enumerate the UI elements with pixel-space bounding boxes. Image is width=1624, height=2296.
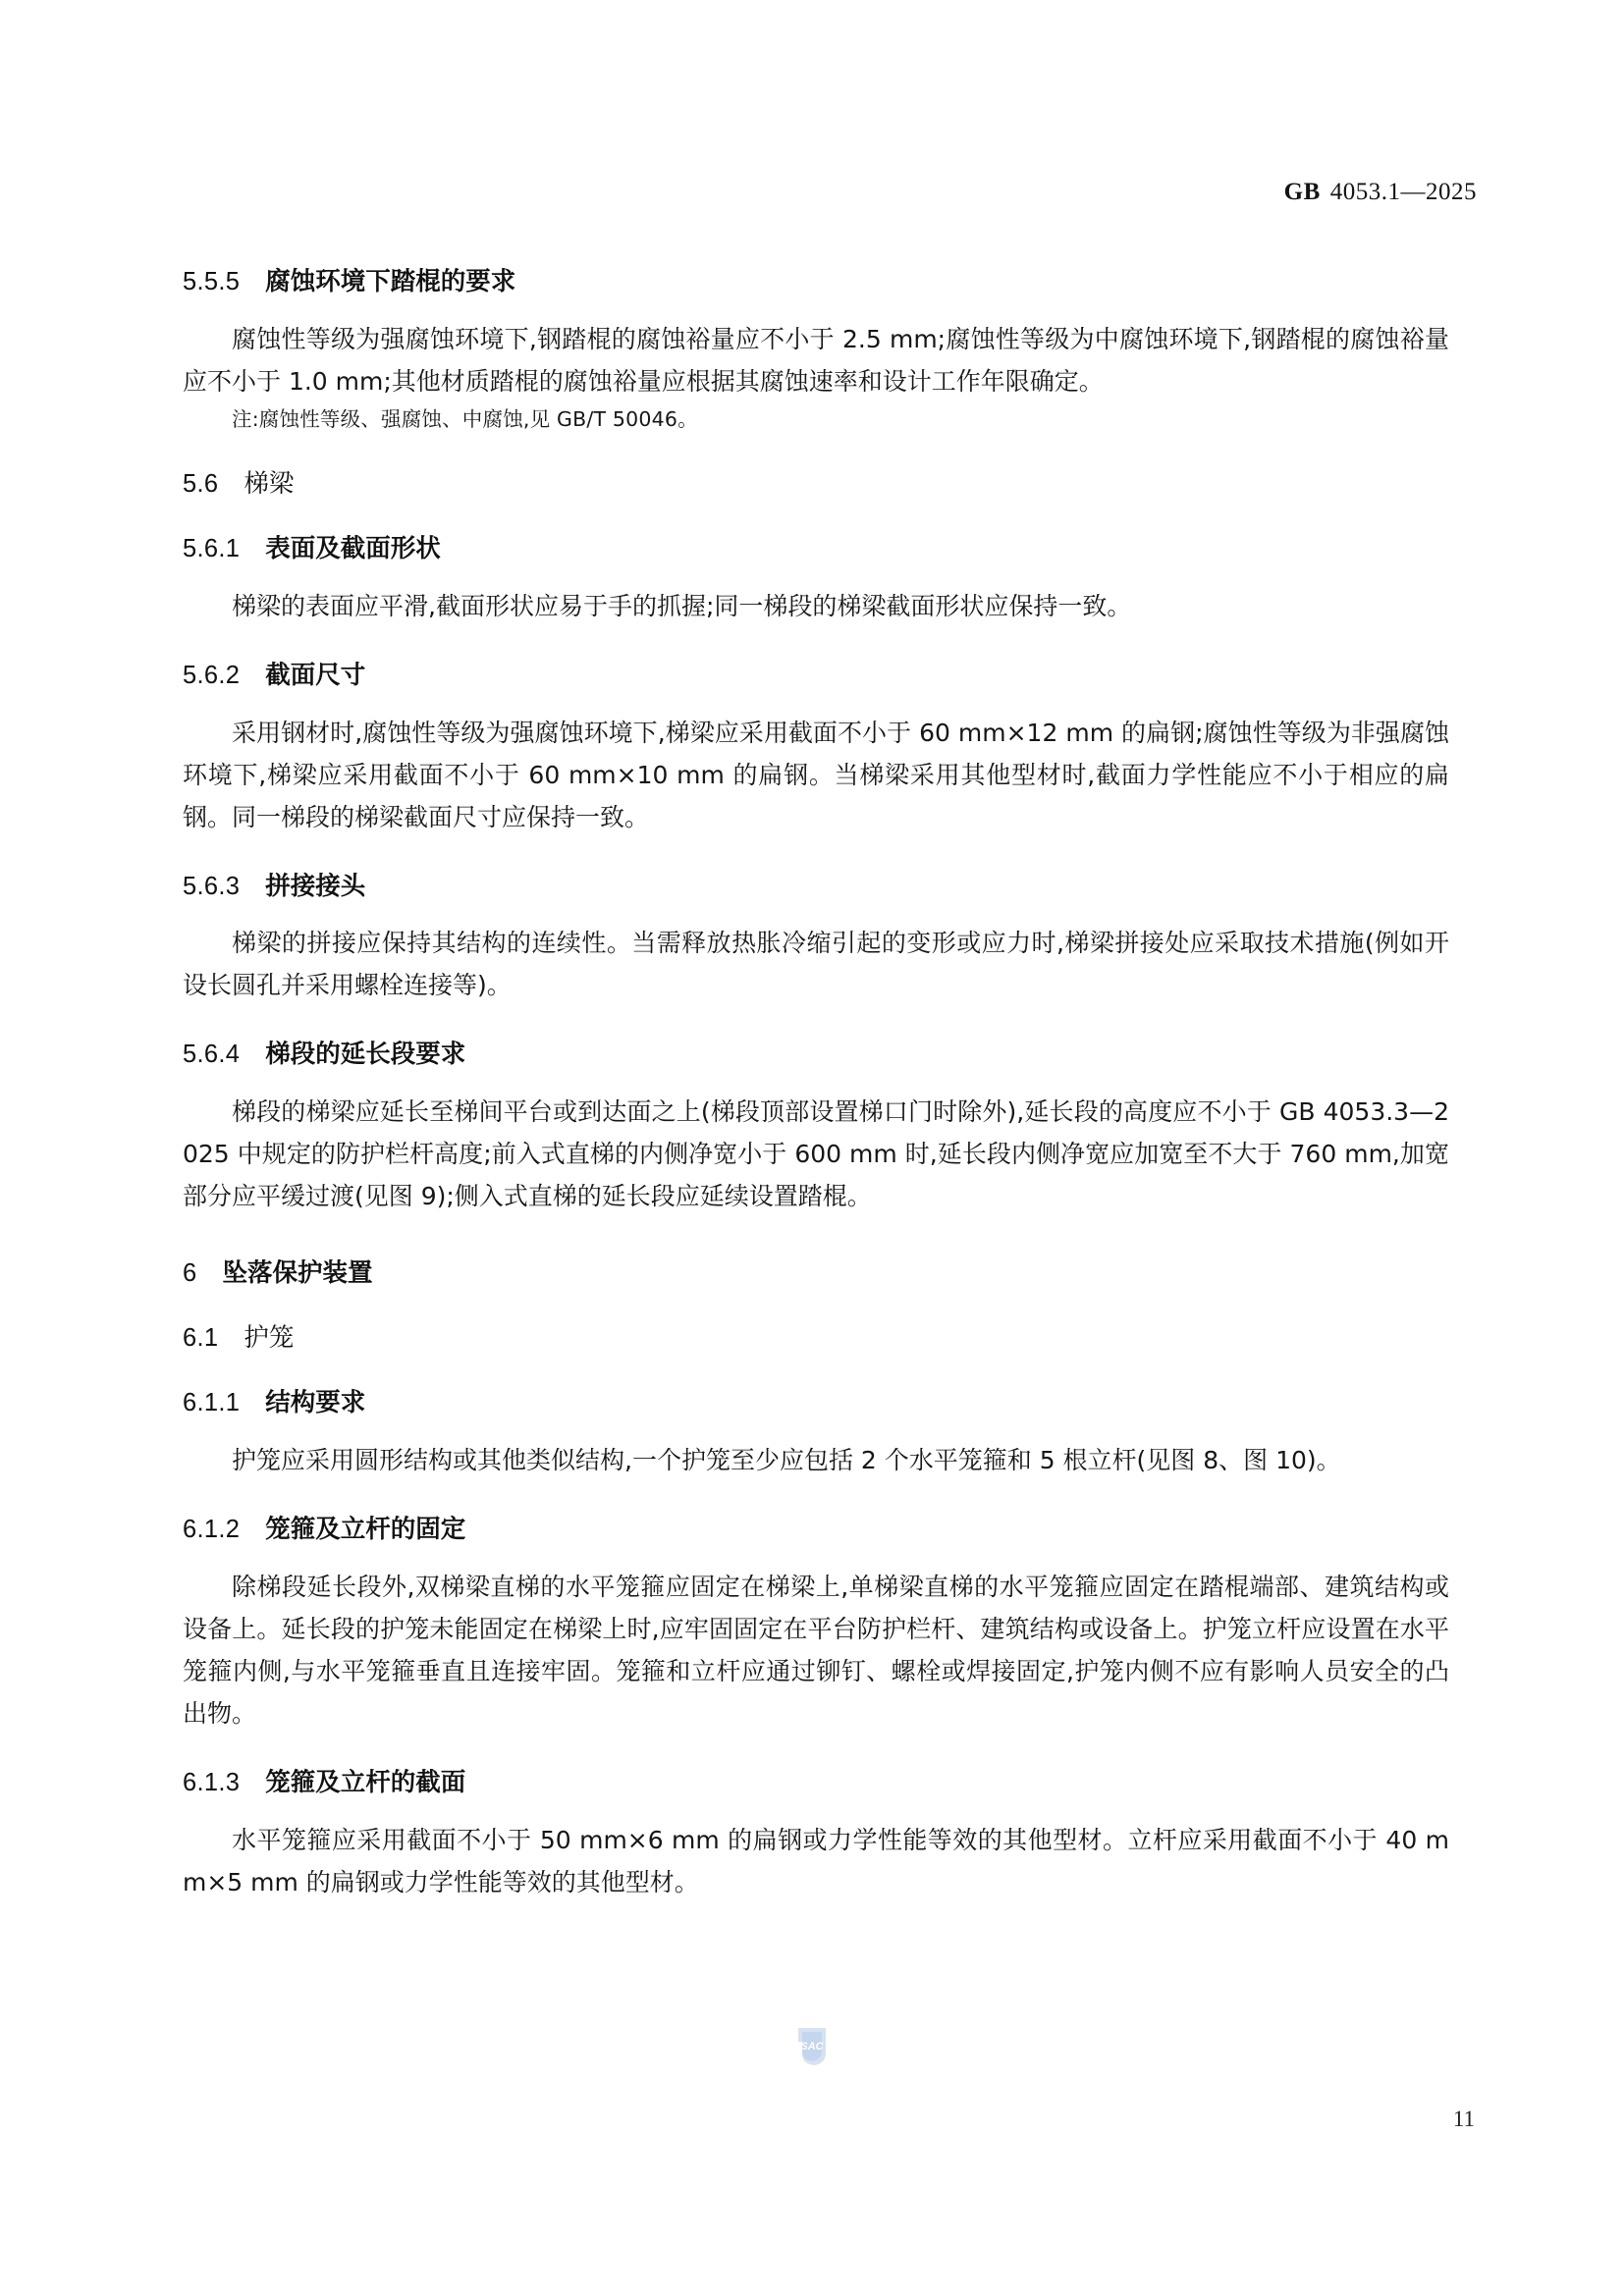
paragraph-6-1-1: 护笼应采用圆形结构或其他类似结构,一个护笼至少应包括 2 个水平笼箍和 5 根立杆(见图 8、图 10)。	[232, 1445, 1341, 1474]
heading-6-1-2	[183, 1515, 1449, 1546]
note-5-5-5: 注:腐蚀性等级、强腐蚀、中腐蚀,见 GB/T 50046。	[232, 406, 698, 431]
heading-number: 6.1.1	[183, 1389, 241, 1416]
heading-5-5-5	[183, 267, 1449, 298]
paragraph-5-6-4: 梯段的梯梁应延长至梯间平台或到达面之上(梯段顶部设置梯口门时除外),延长段的高度应不小于 GB 4053.3—2025 中规定的防护栏杆高度;前入式直梯的内侧净宽小于 600 mm 时,延长段内侧净宽应加宽至不大于 760 mm,加宽部分应平缓过渡(见图 9);侧入式直梯的延长段应延续设置踏棍。	[183, 1097, 1449, 1211]
heading-6-1-1	[183, 1388, 1449, 1419]
heading-5-6-2	[183, 661, 1449, 692]
heading-number: 6	[183, 1259, 197, 1288]
svg-text:SAC: SAC	[800, 2041, 824, 2053]
heading-number: 5.6.1	[183, 534, 241, 562]
heading-number: 6.1.3	[183, 1768, 241, 1796]
heading-number: 5.6.3	[183, 872, 241, 900]
paragraph-6-1-2: 除梯段延长段外,双梯梁直梯的水平笼箍应固定在梯梁上,单梯梁直梯的水平笼箍应固定在踏棍端部、建筑结构或设备上。延长段的护笼未能固定在梯梁上时,应牢固固定在平台防护栏杆、建筑结构或设备上。护笼立杆应设置在水平笼箍内侧,与水平笼箍垂直且连接牢固。笼箍和立杆应通过铆钉、螺栓或焊接固定,护笼内侧不应有影响人员安全的凸出物。	[183, 1572, 1449, 1728]
heading-6	[183, 1258, 1449, 1290]
heading-5-6-3	[183, 872, 1449, 903]
paragraph-5-6-2: 采用钢材时,腐蚀性等级为强腐蚀环境下,梯梁应采用截面不小于 60 mm×12 mm 的扁钢;腐蚀性等级为非强腐蚀环境下,梯梁应采用截面不小于 60 mm×10 mm 的扁钢。当梯梁采用其他型材时,截面力学性能应不小于相应的扁钢。同一梯段的梯梁截面尺寸应保持一致。	[183, 718, 1449, 831]
heading-title: 笼箍及立杆的截面	[265, 1767, 466, 1797]
paragraph-5-5-5: 腐蚀性等级为强腐蚀环境下,钢踏棍的腐蚀裕量应不小于 2.5 mm;腐蚀性等级为中腐蚀环境下,钢踏棍的腐蚀裕量应不小于 1.0 mm;其他材质踏棍的腐蚀裕量应根据其腐蚀速率和设计工作年限确定。	[183, 324, 1449, 396]
heading-title: 笼箍及立杆的固定	[265, 1514, 466, 1544]
heading-6-1	[183, 1323, 1449, 1355]
heading-title: 腐蚀环境下踏棍的要求	[265, 267, 516, 296]
heading-5-6	[183, 469, 1449, 501]
heading-number: 6.1.2	[183, 1515, 241, 1543]
heading-title: 截面尺寸	[265, 660, 366, 690]
paragraph-6-1-3: 水平笼箍应采用截面不小于 50 mm×6 mm 的扁钢或力学性能等效的其他型材。立杆应采用截面不小于 40 mm×5 mm 的扁钢或力学性能等效的其他型材。	[183, 1825, 1449, 1896]
heading-6-1-3	[183, 1768, 1449, 1799]
page-header	[183, 179, 1477, 212]
sac-logo-icon	[789, 2024, 835, 2069]
heading-title: 坠落保护装置	[222, 1258, 373, 1289]
standard-number: 4053.1—2025	[1329, 179, 1477, 205]
heading-5-6-1	[183, 534, 1449, 565]
heading-title: 拼接接头	[265, 871, 366, 901]
heading-number: 6.1	[183, 1324, 219, 1353]
paragraph-5-6-1: 梯梁的表面应平滑,截面形状应易于手的抓握;同一梯段的梯梁截面形状应保持一致。	[232, 591, 1132, 620]
heading-title: 护笼	[244, 1323, 295, 1354]
heading-title: 梯段的延长段要求	[265, 1040, 466, 1070]
paragraph-5-6-3: 梯梁的拼接应保持其结构的连续性。当需释放热胀冷缩引起的变形或应力时,梯梁拼接处应采取技术措施(例如开设长圆孔并采用螺栓连接等)。	[183, 929, 1449, 1000]
document-body	[183, 267, 1449, 1903]
standard-code: GB	[1283, 179, 1321, 205]
heading-title: 梯梁	[244, 468, 295, 499]
page-number: 11	[1452, 2107, 1475, 2131]
heading-number: 5.6	[183, 469, 219, 498]
heading-number: 5.5.5	[183, 268, 241, 295]
heading-number: 5.6.4	[183, 1041, 241, 1069]
heading-title: 结构要求	[265, 1388, 366, 1417]
heading-5-6-4	[183, 1040, 1449, 1071]
heading-title: 表面及截面形状	[265, 533, 441, 563]
heading-number: 5.6.2	[183, 661, 241, 689]
